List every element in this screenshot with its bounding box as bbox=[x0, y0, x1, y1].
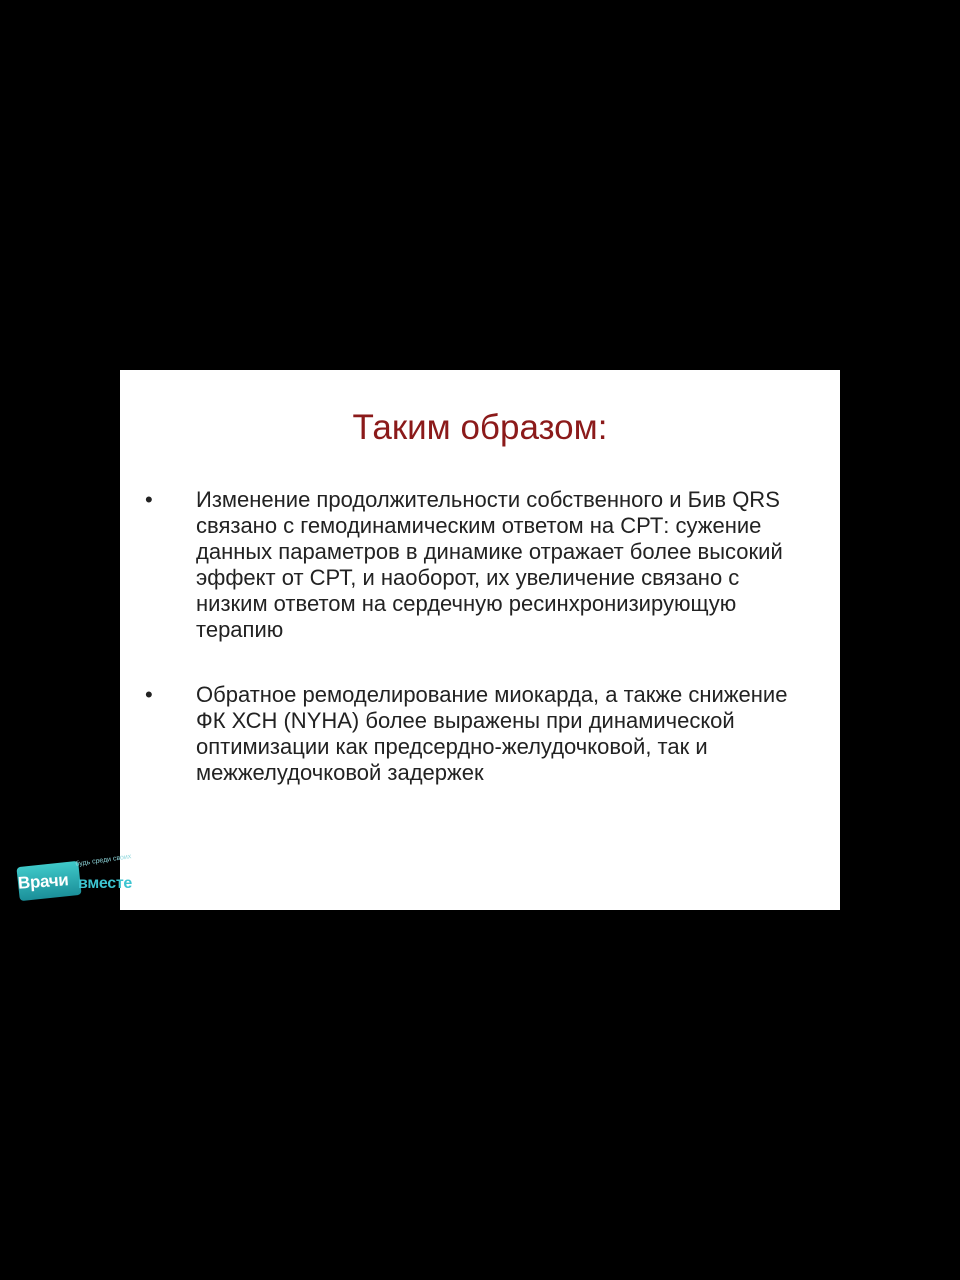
bullet-text: Обратное ремоделирование миокарда, а также снижение ФК ХСН (NYHA) более выражены при динамической оптимизации как предсердно-желудочковой, так и межжелудочковой задержек bbox=[196, 682, 788, 785]
logo-word-vrachi: Врачи bbox=[17, 870, 70, 893]
bullet-item-2 bbox=[145, 682, 795, 786]
logo-tagline: будь среди своих bbox=[75, 853, 132, 868]
bullet-marker: • bbox=[145, 487, 153, 512]
logo-word-vmeste: вместе bbox=[78, 875, 132, 892]
vrachi-vmeste-logo bbox=[14, 853, 144, 906]
bullet-marker: • bbox=[145, 682, 153, 707]
bullet-list bbox=[145, 487, 795, 825]
bullet-text: Изменение продолжительности собственного и Бив QRS связано с гемодинамическим ответом на СРТ: сужение данных параметров в динамике отражает более высокий эффект от СРТ, и наоборот, их увеличение связано с низким ответом на сердечную ресинхронизирующую терапию bbox=[196, 487, 783, 642]
bullet-item-1 bbox=[145, 487, 795, 643]
slide-title: Таким образом: bbox=[352, 408, 608, 447]
